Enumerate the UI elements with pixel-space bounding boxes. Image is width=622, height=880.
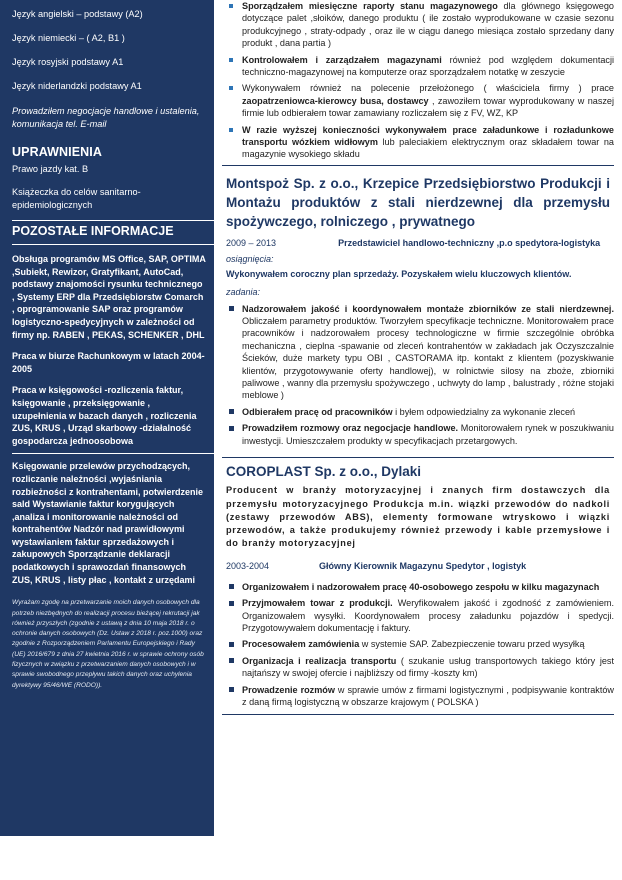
job-dates-position <box>226 237 610 249</box>
tasks-label: zadania: <box>226 287 261 298</box>
permission-item: Książeczka do celów sanitarno-epidemiologicznych <box>12 187 141 210</box>
sidebar <box>0 0 214 836</box>
list-item: Organizacja i realizacja transportu ( szukanie usług transportowych takiego który jest najtańszy w swojej ofercie i najbliższy od firmy -koszty km) <box>222 655 614 680</box>
other-info-heading: POZOSTAŁE INFORMACJE <box>12 224 174 238</box>
job-position: Główny Kierownik Magazynu Spedytor , logistyk <box>319 561 527 572</box>
job-tasks-list <box>222 581 614 709</box>
permissions-heading: UPRAWNIENIA <box>12 145 102 159</box>
company-description: Producent w branży motoryzacyjnej i znanych firm dostawczych dla przemysłu motoryzacyjnego Produkcja m.in. wiązki przewodów do nadkoli (zestawy przewodów ABS), elementy formowane wtryskowo i wiązki przewodów, a także produkujemy również przewody i kable przemysłowe i do branży motoryzacyjnej <box>226 485 610 549</box>
section-divider <box>12 244 214 245</box>
language-note: Prowadziłem negocjacje handlowe i ustalenia, komunikacja tel. E-mail <box>12 106 200 129</box>
other-info-paragraph: Praca w biurze Rachunkowym w latach 2004-2005 <box>12 351 205 374</box>
section-divider <box>222 457 614 458</box>
list-item: Kontrolowałem i zarządzałem magazynami również pod względem dokumentacji techniczno-magazynowej na komputerze oraz sporządzałem notatkę w zeszycie <box>222 54 614 79</box>
other-info-paragraph: Obsługa programów MS Office, SAP, OPTIMA ,Subiekt, Rewizor, Gratyfikant, AutoCad, podstawy znajomości rysunku technicznego , Systemy ERP dla Przedsiębiorstw Comarch , oprogramowanie SAP oraz programów logistyczno-spedycyjnych w zależności od firmy np. RABEN , PEKAS, SCHENKER , DHL <box>12 254 206 340</box>
job-dates: 2003-2004 <box>226 561 270 572</box>
list-item: Nadzorowałem jakość i koordynowałem montaże zbiorników ze stali nierdzewnej. Obliczałem parametry produktów. Tworzyłem specyfikacje techniczne. Monitorowałem prace pracowników i nadzorowałem procesy technologiczne w firmie szczególnie obróbka mechaniczna , cieplna -spawanie od zleceń kontrahentów w zakładach jak Oczyszczalnie Ścieków, duże markety typu OBI , CASTORAMA itp. kontakt z klientem (pozyskiwanie klientów, przygotowywanie oferty handlowej), w rolnictwie silosy na zboże, zbiorniki paliwowe , wanny dla przemysłu spożywczego , uchwyty do lamp , balustrady , różne stojaki meblowe ) <box>222 303 614 402</box>
list-item: Przyjmowałem towar z produkcji. Weryfikowałem jakość i zgodność z zamówieniem. Organizowałem wysyłki. Koordynowałem procesy załadunku pojazdów i spedycji. Przygotowywałem dokumentację i faktury. <box>222 597 614 634</box>
previous-job-bullets <box>222 0 614 161</box>
section-divider <box>222 165 614 166</box>
list-item: W razie wyższej konieczności wykonywałem prace załadunkowe i rozładunkowe transportu wózkiem widłowym lub paleciakiem elektrycznym oraz składałem towar na magazynie wysokiego składu <box>222 124 614 161</box>
list-item: Sporządzałem miesięczne raporty stanu magazynowego dla głównego księgowego dotyczące palet ,słoików, danego produktu ( ile zostało wyprodukowane w czasie sezonu produkcyjnego , straty-odpady , oraz ile w ciągu danego miesiąca zostało sprzedany dany produkt , dana partia ) <box>222 0 614 50</box>
list-item: Organizowałem i nadzorowałem pracę 40-osobowego zespołu w kilku magazynach <box>222 581 614 593</box>
list-item: Prowadzenie rozmów w sprawie umów z firmami logistycznymi , podpisywanie kontraktów z daną firmą logistyczną w obszarze krajowym ( POLSKA ) <box>222 684 614 709</box>
permission-item: Prawo jazdy kat. B <box>12 164 89 174</box>
accounting-paragraph: Księgowanie przelewów przychodzących, rozliczanie należności ,wyjaśniania rozbieżności z kontrahentami, potwierdzenie sald Wystawianie faktur korygujących ,analiza i monitorowanie należności od kontrahentów Nadzór nad prawidłowymi wystawianiem faktur sprzedażowych i zakupowych Sporządzanie deklaracji podatkowych i sprawozdań finansowych ZUS, KRUS , listy płac , kontakt z urzędami <box>12 461 204 585</box>
section-divider <box>12 453 214 454</box>
language-item: Język angielski – podstawy (A2) <box>12 9 143 19</box>
list-item: Prowadziłem rozmowy oraz negocjacje handlowe. Monitorowałem rynek w poszukiwaniu inwestycji. Umieszczałem produkty w specyfikacjach przetargowych. <box>222 422 614 447</box>
language-item: Język niderlandzki podstawy A1 <box>12 81 142 91</box>
other-info-paragraph: Praca w księgowości -rozliczenia faktur, księgowanie , przeksięgowanie , uzupełnienia w bazach danych , rozliczenia ZUS, KRUS , Urząd skarbowy -działalność gospodarcza jednoosobowa <box>12 385 197 446</box>
achievements-label: osiągnięcia: <box>226 254 274 265</box>
company-name: COROPLAST Sp. z o.o., Dylaki <box>226 463 422 479</box>
main-content <box>222 0 614 836</box>
section-divider <box>222 714 614 715</box>
job-dates: 2009 – 2013 <box>226 237 277 248</box>
section-divider <box>12 220 214 221</box>
language-item: Język niemiecki – ( A2, B1 ) <box>12 33 125 43</box>
job-dates-position <box>226 560 610 572</box>
language-item: Język rosyjski podstawy A1 <box>12 57 124 67</box>
gdpr-consent-clause: Wyrażam zgodę na przetwarzanie moich danych osobowych dla potrzeb niezbędnych do realizacji procesu bieżącej rekrutacji jak również przyszłych (zgodnie z ustawą z dnia 10 maja 2018 r. o ochronie danych osobowych (Dz. Ustaw z 2018 r. poz.1000) oraz zgodnie z Rozporządzeniem Parlamentu Europejskiego i Rady (UE) 2016/679 z dnia 27 kwietnia 2016 r. w sprawie ochrony osób fizycznych w związku z przetwarzaniem danych osobowych i w sprawie swobodnego przepływu takich danych oraz uchylenia dyrektywy 95/46/WE (RODO)). <box>12 599 204 689</box>
job-tasks-list <box>222 303 614 447</box>
list-item: Wykonywałem również na polecenie przełożonego ( właściciela firmy ) prace zaopatrzeniowca-kierowcy busa, dostawcy , zawoziłem towar wyprodukowany w naszej firmie lub odbierałem towar zamawiany rozliczałem się z FV, WZ, KP <box>222 82 614 119</box>
list-item: Odbierałem pracę od pracowników i byłem odpowiedzialny za wykonanie zleceń <box>222 406 614 418</box>
achievements-text: Wykonywałem coroczny plan sprzedaży. Pozyskałem wielu kluczowych klientów. <box>226 268 572 279</box>
list-item: Procesowałem zamówienia w systemie SAP. Zabezpieczenie towaru przed wysyłką <box>222 638 614 650</box>
job-position: Przedstawiciel handlowo-techniczny ,p.o spedytora-logistyka <box>338 237 601 248</box>
company-name: Montspoż Sp. z o.o., Krzepice Przedsiębiorstwo Produkcji i Montażu produktów z stali nierdzewnej dla przemysłu spożywczego, rolniczego , prywatnego <box>226 175 610 229</box>
